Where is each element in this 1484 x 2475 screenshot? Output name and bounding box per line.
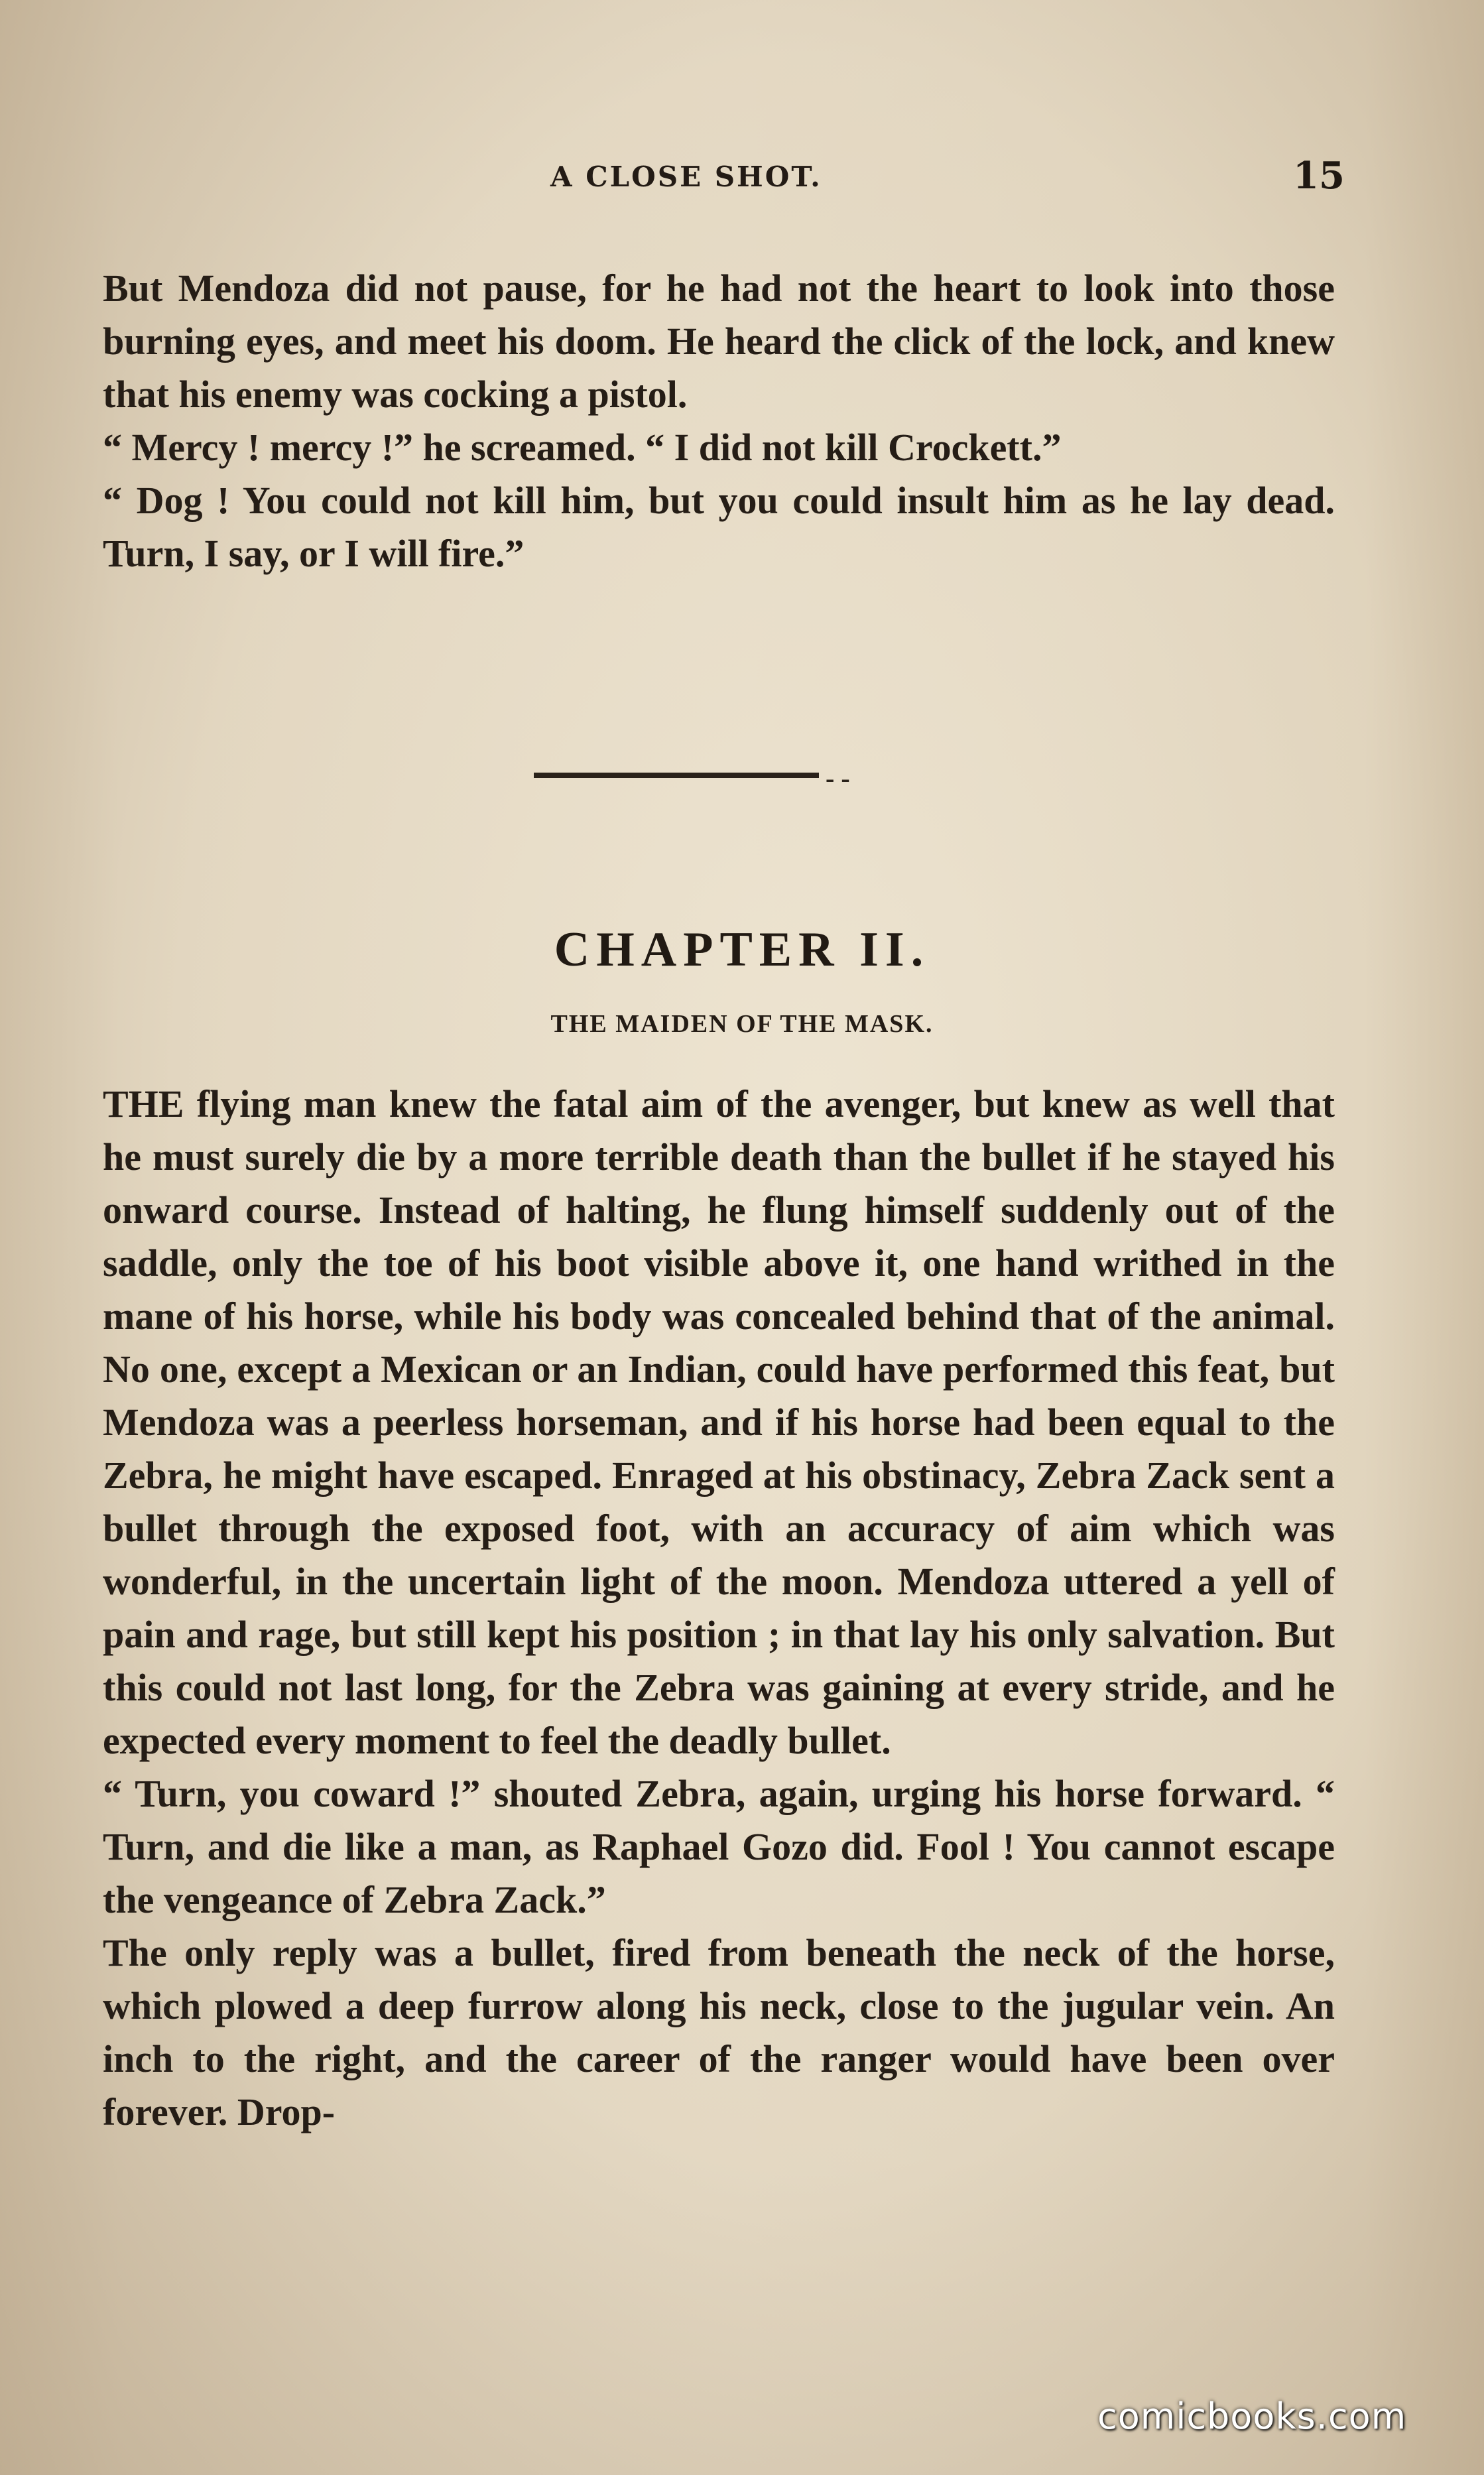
running-head: A CLOSE SHOT.: [550, 160, 822, 193]
paragraph: “ Mercy ! mercy !” he screamed. “ I did not kill Crockett.”: [103, 426, 1062, 469]
paragraph: The only reply was a bullet, fired from beneath the neck of the horse, which plowed a deep furrow along his neck, close to the jugular vein. An inch to the right, and the career of the ranger would have been over forever. Drop-: [103, 1931, 1335, 2133]
paragraph: “ Turn, you coward !” shouted Zebra, again, urging his horse forward. “ Turn, and die like a man, as Raphael Gozo did. Fool ! You cannot escape the vengeance of Zebra Zack.”: [103, 1772, 1335, 1921]
chapter-subtitle: THE MAIDEN OF THE MASK.: [550, 1010, 934, 1038]
paragraph: “ Dog ! You could not kill him, but you could insult him as he lay dead. Turn, I say, or I will fire.”: [103, 479, 1335, 575]
chapter-heading: CHAPTER II.: [554, 922, 930, 977]
section-divider-rule: [534, 773, 819, 778]
section-divider-dashes: - -: [826, 763, 850, 793]
paragraph: THE flying man knew the fatal aim of the avenger, but knew as well that he must surely die by a more terrible death than the bullet if he stayed his onward course. Instead of halting, he flung himself suddenly out of the saddle, only the toe of his boot visible above it, one hand writhed in the mane of his horse, while his body was concealed behind that of the animal. No one, except a Mexican or an Indian, could have performed this feat, but Mendoza was a peerless horseman, and if his horse had been equal to the Zebra, he might have escaped. Enraged at his obstinacy, Zebra Zack sent a bullet through the exposed foot, with an accuracy of aim which was wonderful, in the uncertain light of the moon. Mendoza uttered a yell of pain and rage, but still kept his position ; in that lay his only salvation. But this could not last long, for the Zebra was gaining at every stride, and he expected every moment to feel the deadly bullet.: [103, 1082, 1335, 1762]
paragraph: But Mendoza did not pause, for he had not the heart to look into those burning eyes, and meet his doom. He heard the click of the lock, and knew that his enemy was cocking a pistol.: [103, 267, 1335, 416]
page-number: 15: [1293, 154, 1345, 198]
section-two-text: [103, 1078, 1335, 2139]
section-one-text: [103, 262, 1335, 580]
watermark-logo: comicbooks.com: [1097, 2395, 1407, 2437]
page-header: [0, 154, 1484, 207]
